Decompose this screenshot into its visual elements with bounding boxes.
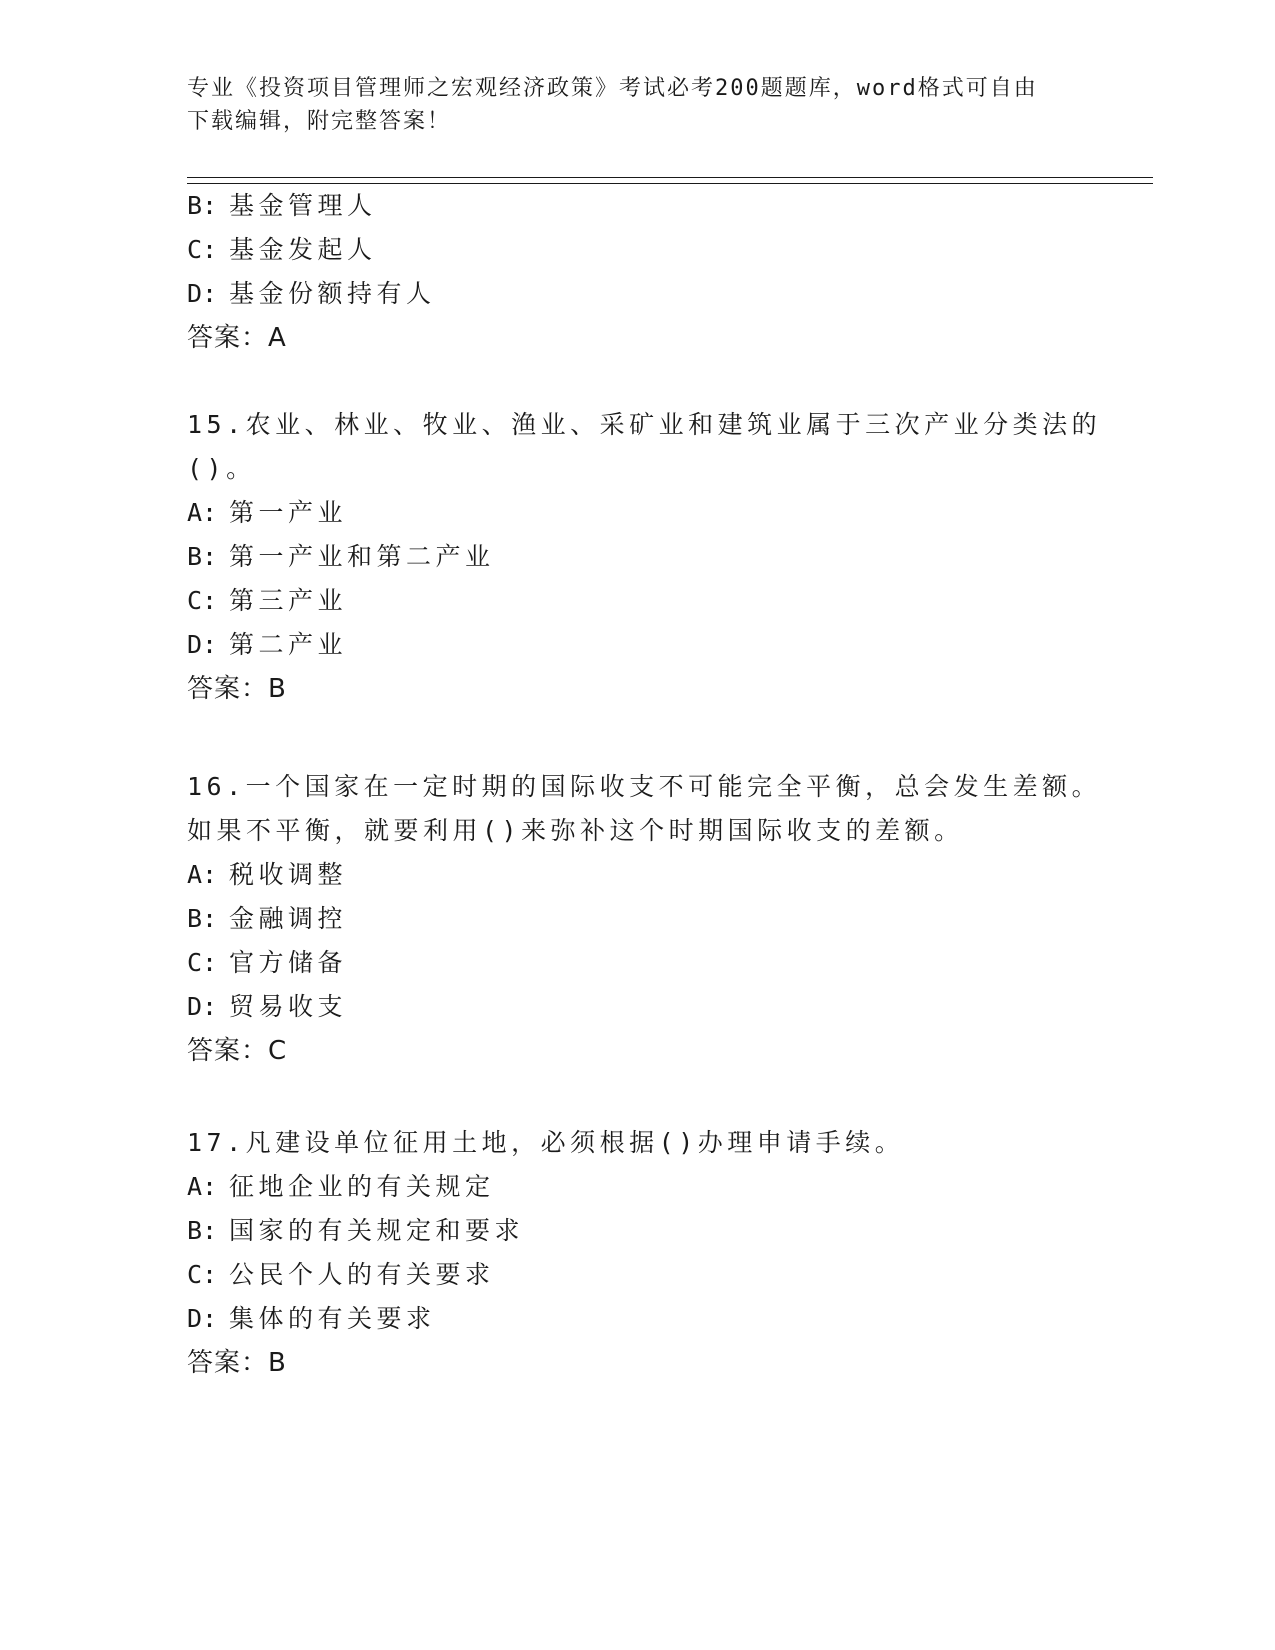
q16-option-c (187, 947, 347, 979)
q17-stem-line-1: 17.凡建设单位征用土地，必须根据()办理申请手续。 (187, 1128, 905, 1157)
q16-option-a (187, 859, 347, 891)
option-mark: A: (187, 860, 218, 889)
option-mark: B: (187, 542, 218, 571)
option-text: 第一产业和第二产业 (229, 542, 495, 571)
option-mark: C: (187, 948, 218, 977)
option-text: 贸易收支 (229, 992, 348, 1021)
option-mark: D: (187, 630, 218, 659)
header-line-1: 专业《投资项目管理师之宏观经济政策》考试必考200题题库，word格式可自由 (187, 76, 1038, 101)
option-text: 第三产业 (229, 586, 348, 615)
q17-option-a (187, 1171, 495, 1203)
prev-option-b (187, 190, 377, 222)
q16-answer: 答案：C (187, 1036, 288, 1066)
prev-answer: 答案：A (187, 323, 287, 353)
option-mark: C: (187, 235, 218, 264)
option-mark: C: (187, 586, 218, 615)
q17-option-c (187, 1259, 495, 1291)
option-text: 国家的有关规定和要求 (229, 1216, 525, 1245)
option-mark: C: (187, 1260, 218, 1289)
option-mark: D: (187, 279, 218, 308)
q15-option-d (187, 629, 347, 661)
q15-answer: 答案：B (187, 674, 287, 704)
option-text: 公民个人的有关要求 (229, 1260, 495, 1289)
header-line-2: 下载编辑，附完整答案！ (187, 109, 452, 134)
q16-stem-line-2: 如果不平衡，就要利用()来弥补这个时期国际收支的差额。 (187, 816, 964, 845)
option-text: 集体的有关要求 (229, 1304, 436, 1333)
option-mark: A: (187, 1172, 218, 1201)
q15-stem-line-2: ()。 (187, 454, 256, 483)
q15-option-a (187, 497, 347, 529)
option-text: 征地企业的有关规定 (229, 1172, 495, 1201)
option-text: 第二产业 (229, 630, 348, 659)
prev-option-c (187, 234, 377, 266)
header-double-rule (187, 177, 1153, 184)
q17-option-b (187, 1215, 524, 1247)
option-text: 官方储备 (229, 948, 348, 977)
q17-answer: 答案：B (187, 1348, 287, 1378)
option-mark: B: (187, 191, 218, 220)
option-mark: A: (187, 498, 218, 527)
q15-stem-line-1: 15.农业、林业、牧业、渔业、采矿业和建筑业属于三次产业分类法的 (187, 410, 1102, 439)
q15-option-c (187, 585, 347, 617)
option-mark: B: (187, 904, 218, 933)
option-mark: B: (187, 1216, 218, 1245)
prev-option-d (187, 278, 436, 310)
q16-stem-line-1: 16.一个国家在一定时期的国际收支不可能完全平衡，总会发生差额。 (187, 772, 1102, 801)
q15-option-b (187, 541, 495, 573)
option-text: 基金管理人 (229, 191, 377, 220)
q17-option-d (187, 1303, 436, 1335)
option-text: 第一产业 (229, 498, 348, 527)
q16-option-b (187, 903, 347, 935)
option-text: 税收调整 (229, 860, 348, 889)
q16-option-d (187, 991, 347, 1023)
option-mark: D: (187, 1304, 218, 1333)
page-header (187, 72, 1067, 138)
option-mark: D: (187, 992, 218, 1021)
option-text: 基金发起人 (229, 235, 377, 264)
option-text: 金融调控 (229, 904, 348, 933)
option-text: 基金份额持有人 (229, 279, 436, 308)
